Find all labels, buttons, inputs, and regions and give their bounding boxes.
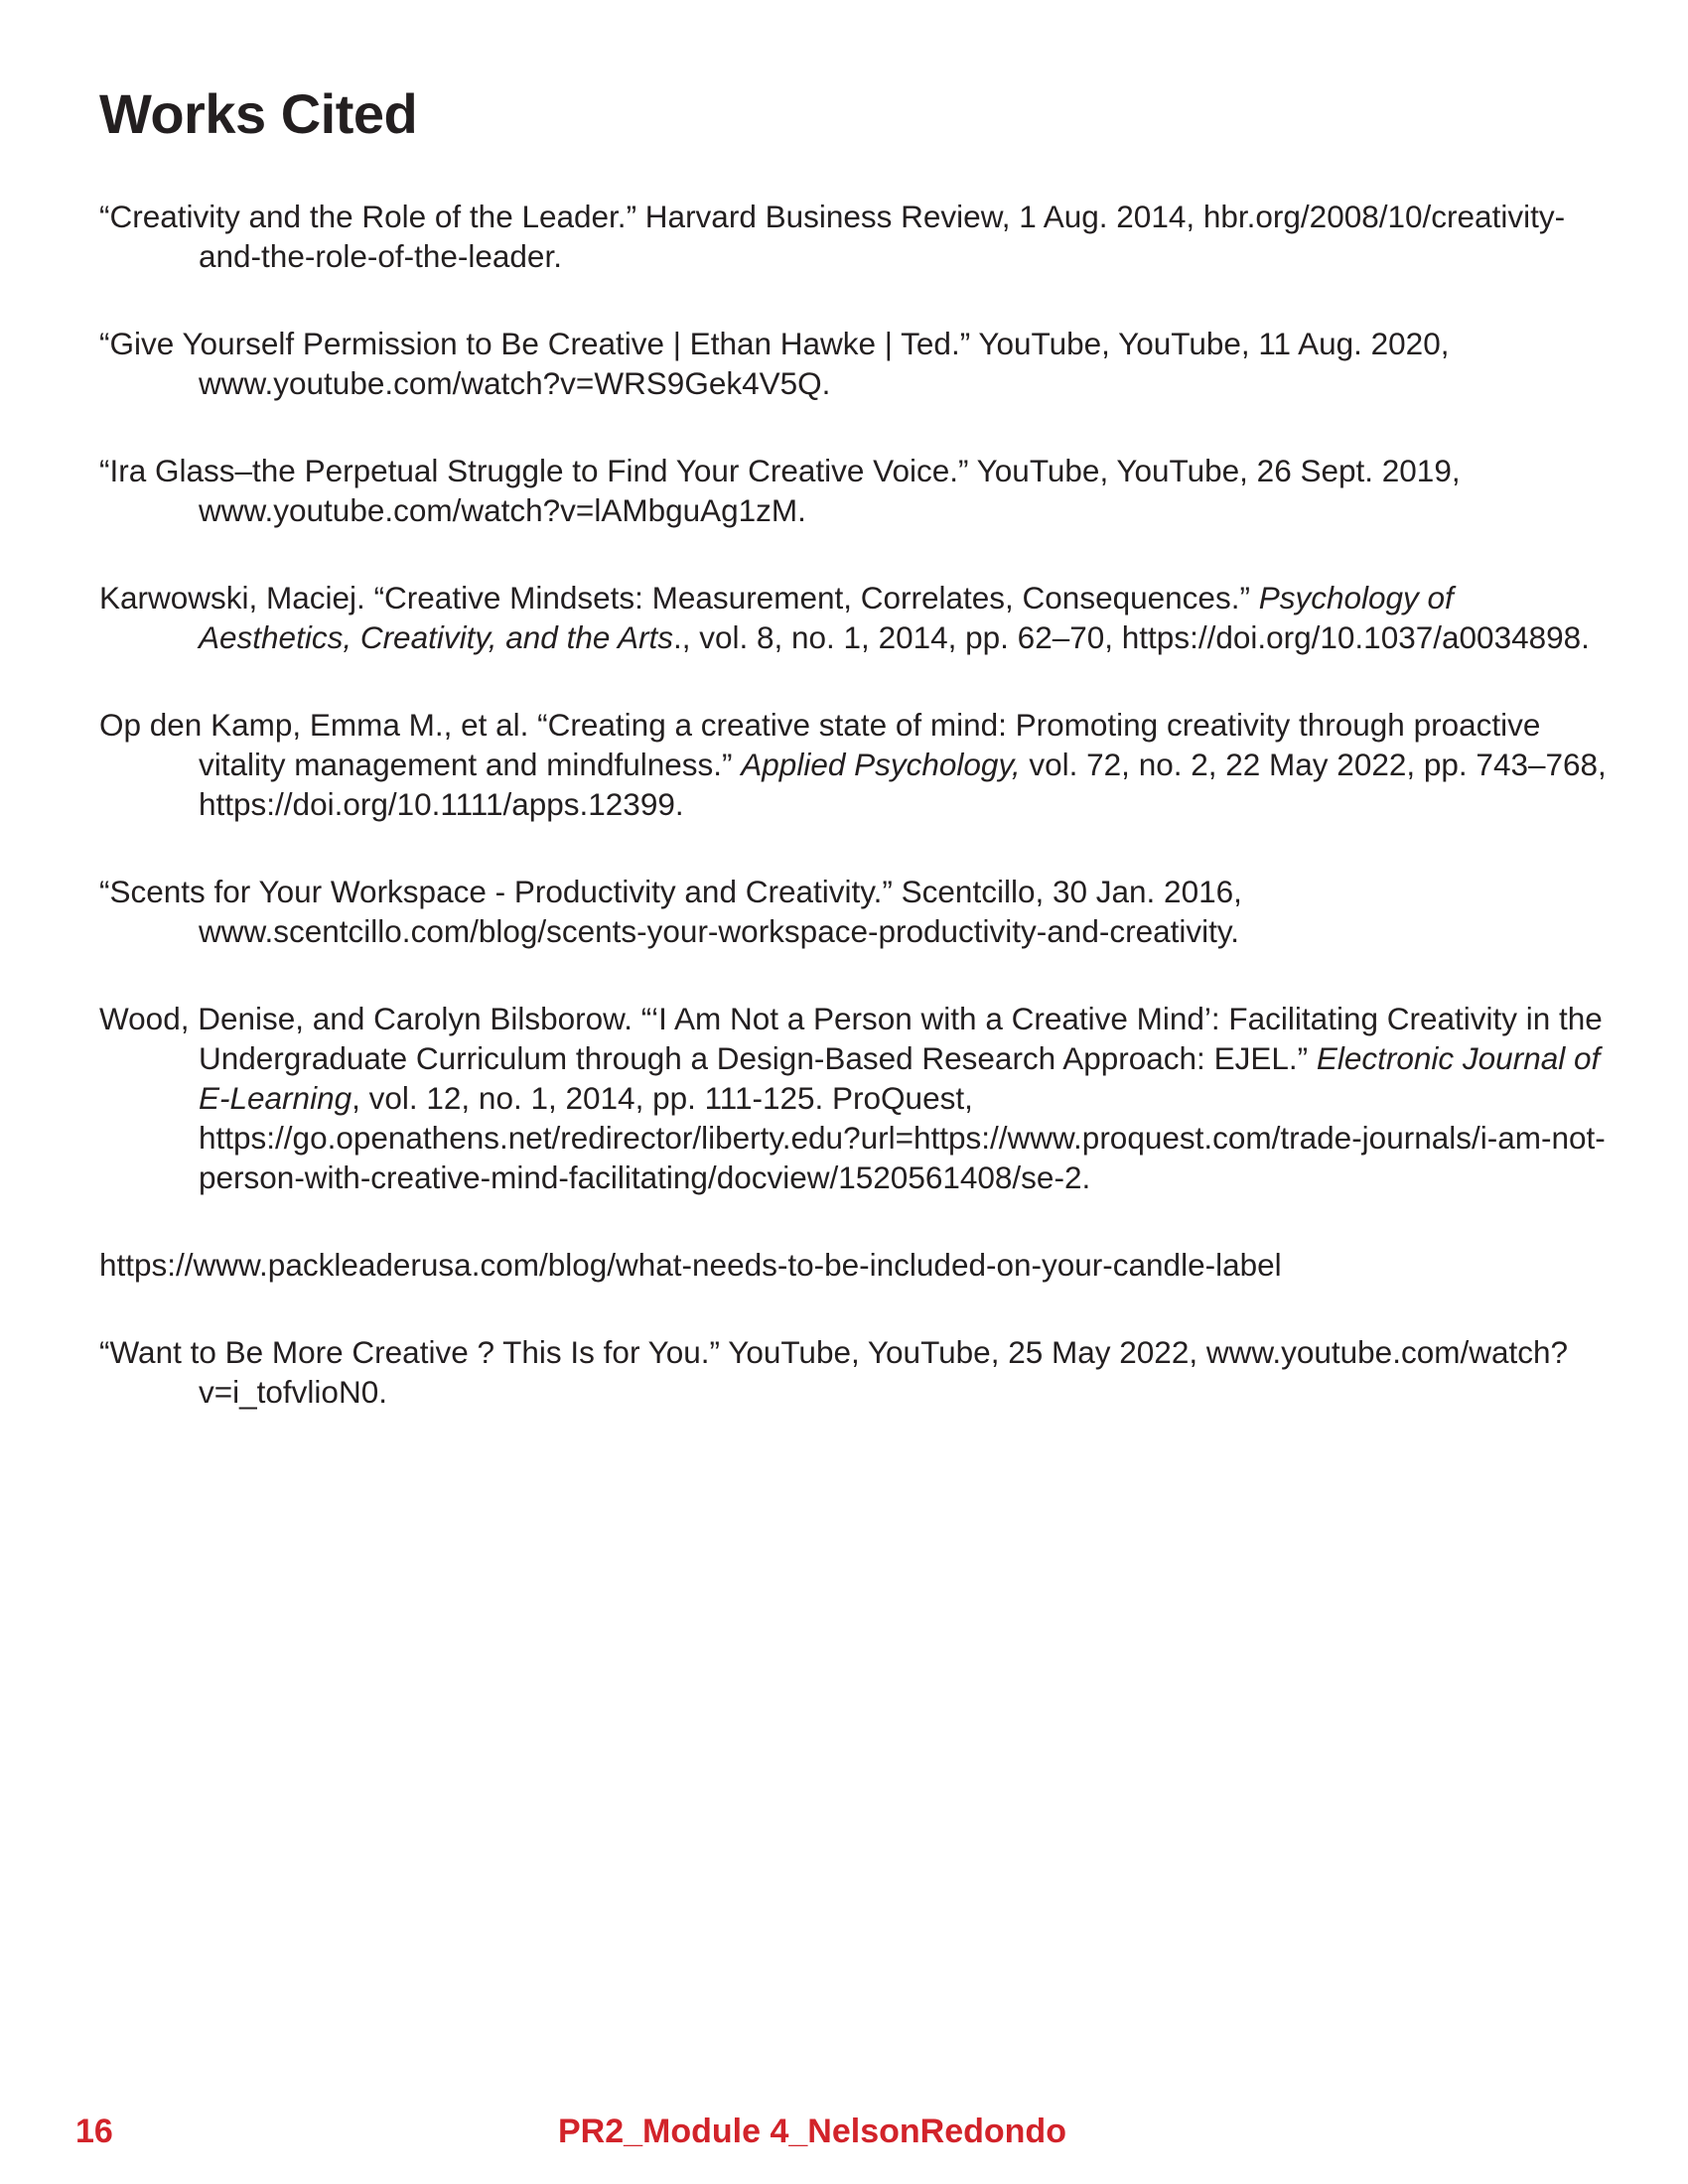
citation-text: “Give Yourself Permission to Be Creative | Ethan Hawke | Ted.” YouTube, YouTube, 11 Aug. 2020, www.youtube.com/watch?v=WRS9Gek4V5Q. xyxy=(99,326,1450,401)
citation-text: Wood, Denise, and Carolyn Bilsborow. “‘I Am Not a Person with a Creative Mind’: Facilitating Creativity in the Undergraduate Curriculum through a Design-Based Research Approach: EJEL.” xyxy=(99,1001,1603,1076)
page-number: 16 xyxy=(75,2113,113,2150)
citation-entry xyxy=(99,1245,1609,1285)
works-cited-list xyxy=(99,197,1609,1459)
citation-url: https://www.packleaderusa.com/blog/what-needs-to-be-included-on-your-candle-label xyxy=(99,1247,1282,1283)
page-title: Works Cited xyxy=(99,82,418,145)
citation-entry xyxy=(99,451,1609,530)
citation-entry xyxy=(99,705,1609,824)
citation-entry xyxy=(99,872,1609,951)
footer-title: PR2_Module 4_NelsonRedondo xyxy=(558,2113,1066,2150)
citation-text: Karwowski, Maciej. “Creative Mindsets: Measurement, Correlates, Consequences.” xyxy=(99,580,1259,615)
citation-entry xyxy=(99,324,1609,403)
citation-text: “Want to Be More Creative ? This Is for You.” YouTube, YouTube, 25 May 2022, www.youtube.com/watch?v=i_tofvlioN0. xyxy=(99,1334,1569,1410)
citation-text: , vol. 12, no. 1, 2014, pp. 111-125. ProQuest, https://go.openathens.net/redirector/liberty.edu?url=https://www.proquest.com/trade-journals/i-am-not-person-with-creative-mind-facilitating/docview/1520561408/se-2. xyxy=(199,1080,1606,1195)
citation-text: vol. 72, no. 2, 22 May 2022, pp. 743–768, https://doi.org/10.1111/apps.12399. xyxy=(199,747,1607,822)
citation-text: “Ira Glass–the Perpetual Struggle to Find Your Creative Voice.” YouTube, YouTube, 26 Sept. 2019, www.youtube.com/watch?v=lAMbguAg1zM. xyxy=(99,453,1461,528)
citation-entry xyxy=(99,197,1609,276)
citation-entry xyxy=(99,578,1609,657)
citation-text: Op den Kamp, Emma M., et al. “Creating a creative state of mind: Promoting creativity through proactive vitality management and mindfulness.” xyxy=(99,707,1541,782)
citation-entry xyxy=(99,1332,1609,1412)
citation-journal-title: Psychology of Aesthetics, Creativity, and the Arts xyxy=(199,580,1454,655)
citation-journal-title: Applied Psychology, xyxy=(741,747,1021,782)
citation-text: ., vol. 8, no. 1, 2014, pp. 62–70, https://doi.org/10.1037/a0034898. xyxy=(672,619,1590,655)
citation-text: “Scents for Your Workspace - Productivity and Creativity.” Scentcillo, 30 Jan. 2016, www.scentcillo.com/blog/scents-your-workspace-productivity-and-creativity. xyxy=(99,874,1242,949)
citation-entry xyxy=(99,999,1609,1197)
citation-text: “Creativity and the Role of the Leader.” Harvard Business Review, 1 Aug. 2014, hbr.org/2008/10/creativity-and-the-role-of-the-leader. xyxy=(99,199,1566,274)
citation-journal-title: Electronic Journal of E-Learning xyxy=(199,1040,1601,1116)
